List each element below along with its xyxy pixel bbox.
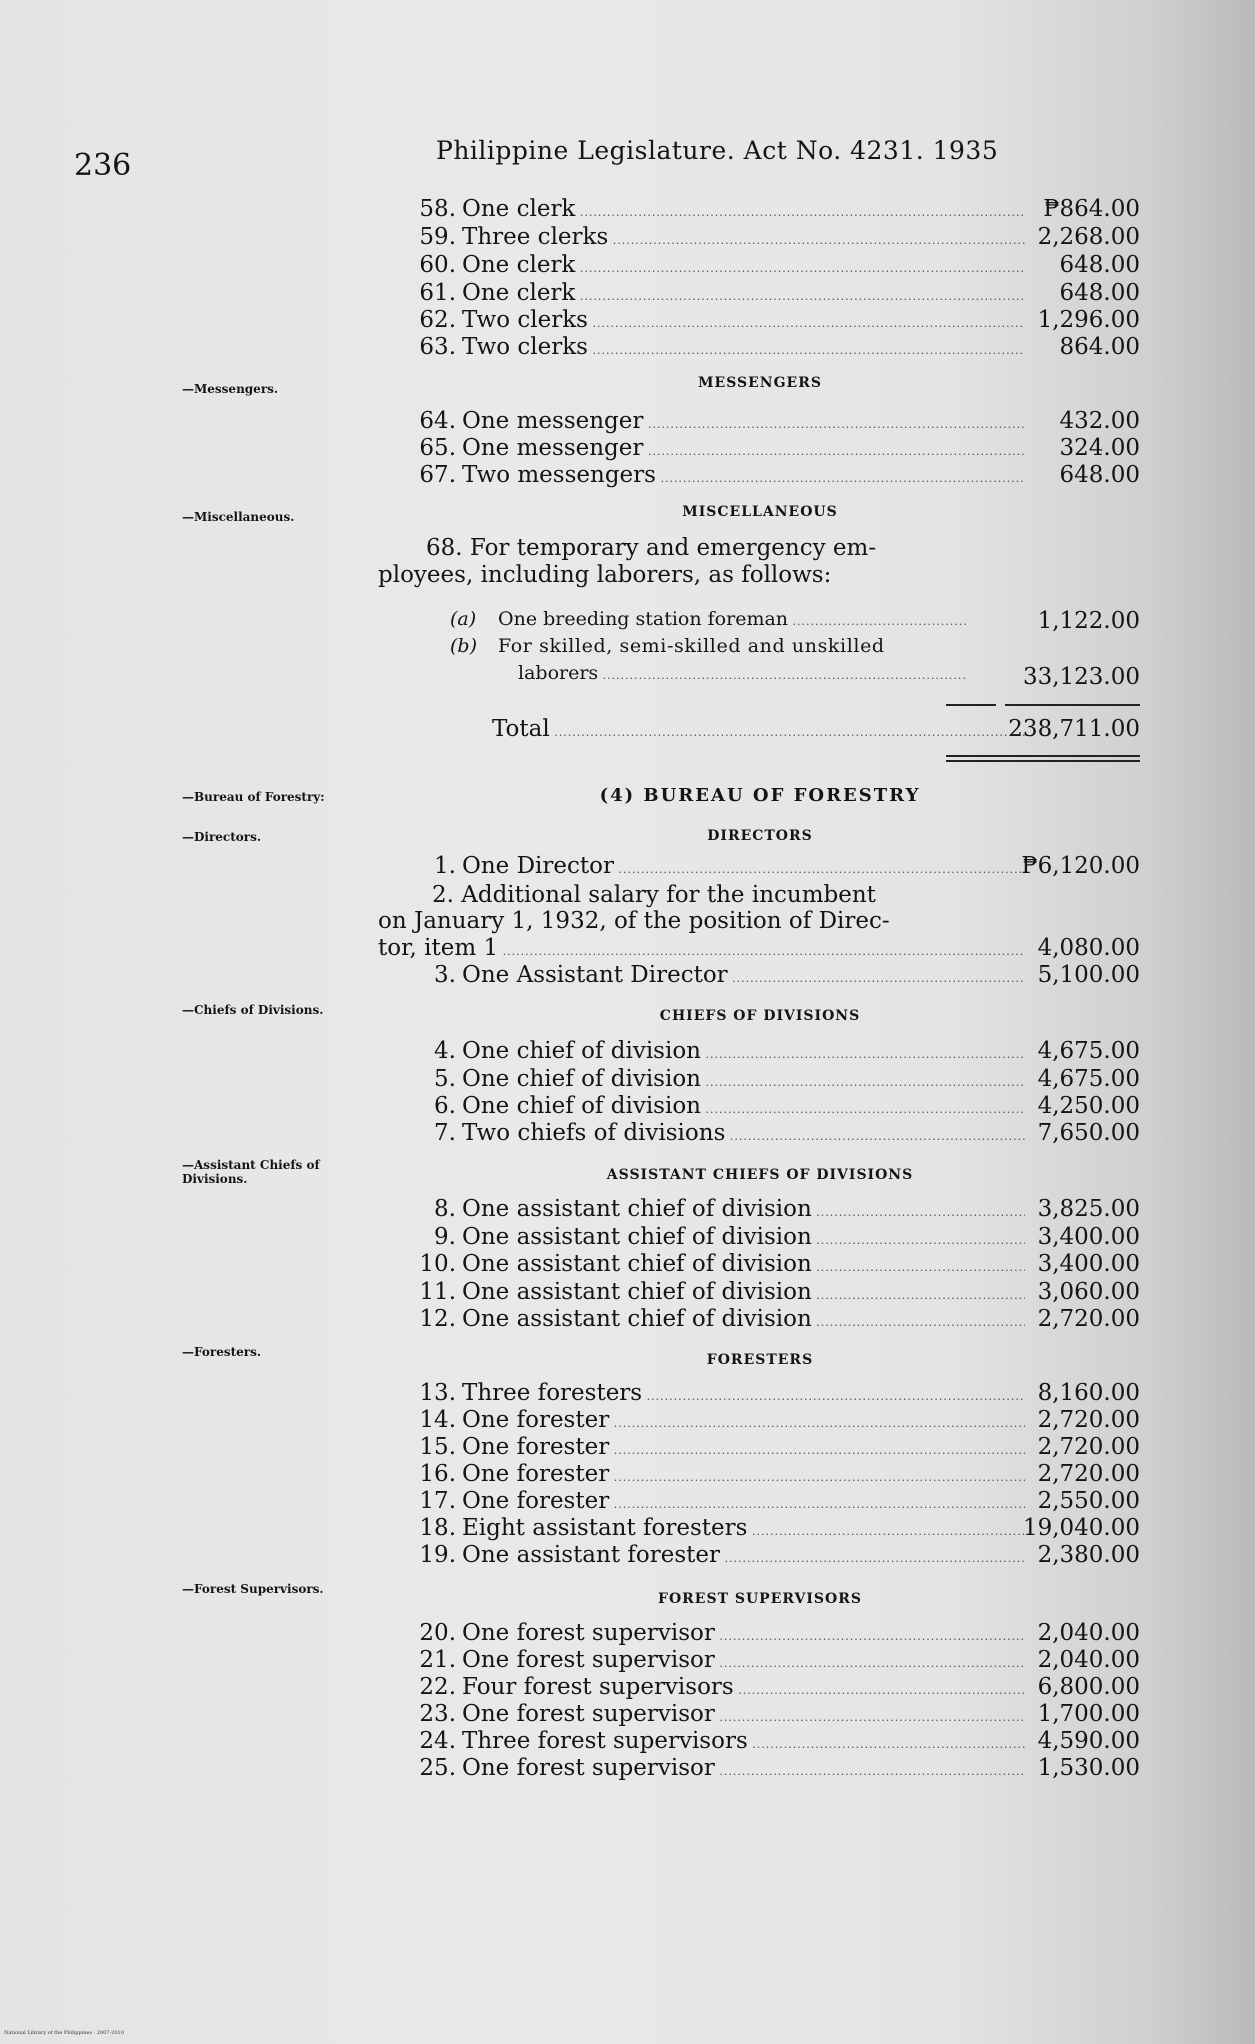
item-desc: One forester .....: [462, 1434, 1025, 1460]
line-item: [380, 408, 1140, 436]
line-item: [380, 1674, 1140, 1702]
item-desc: One forest supervisor .....: [462, 1620, 1025, 1646]
item-desc: One clerk .....: [462, 280, 1025, 306]
item-amount: 864.00: [1059, 334, 1140, 360]
item-desc: One assistant chief of division .....: [462, 1224, 1025, 1250]
line-item: [380, 1647, 1140, 1675]
item-number: 15.: [419, 1434, 456, 1460]
item-desc: Two chiefs of divisions .....: [462, 1120, 1025, 1146]
item-desc: One assistant chief of division .....: [462, 1196, 1025, 1222]
margin-note-chiefs: —Chiefs of Divisions.: [182, 1003, 324, 1017]
item-desc: Two clerks .....: [462, 307, 1025, 333]
item-desc: One messenger .....: [462, 408, 1025, 434]
item-amount: 4,675.00: [1037, 1038, 1140, 1064]
margin-note-messengers: —Messengers.: [182, 382, 279, 396]
total-label: Total .....: [492, 716, 1025, 742]
item-number: 8.: [434, 1196, 456, 1222]
item-amount: 2,720.00: [1037, 1306, 1140, 1332]
line-item: [380, 1251, 1140, 1279]
margin-note-foresters: —Foresters.: [182, 1345, 262, 1359]
item-number: 23.: [419, 1701, 456, 1727]
item-label: (a): [450, 608, 477, 630]
line-item: [380, 935, 1140, 963]
item-amount: 324.00: [1059, 435, 1140, 461]
line-item: [380, 1461, 1140, 1489]
item-number: 67.: [419, 462, 456, 488]
line-item: [380, 1515, 1140, 1543]
item-amount: 648.00: [1059, 462, 1140, 488]
line-item: [380, 307, 1140, 335]
line-item: [380, 196, 1140, 224]
item-amount: 2,040.00: [1037, 1620, 1140, 1646]
running-head: Philippine Legislature. Act No. 4231. 1935: [436, 136, 999, 165]
item-number: 65.: [419, 435, 456, 461]
line-item: [380, 1038, 1140, 1066]
item-number: 14.: [419, 1407, 456, 1433]
item-number: 20.: [419, 1620, 456, 1646]
item-desc: One forester .....: [462, 1461, 1025, 1487]
item-number: 24.: [419, 1728, 456, 1754]
item-desc: One Assistant Director .....: [462, 962, 1025, 988]
item-amount: 3,400.00: [1037, 1251, 1140, 1277]
item-amount: ₱6,120.00: [1021, 853, 1140, 879]
margin-note-miscellaneous: —Miscellaneous.: [182, 510, 295, 524]
item-amount: 432.00: [1059, 408, 1140, 434]
item-amount: 3,400.00: [1037, 1224, 1140, 1250]
item-amount: 2,720.00: [1037, 1407, 1140, 1433]
item-number: 16.: [419, 1461, 456, 1487]
item-desc: One assistant chief of division .....: [462, 1279, 1025, 1305]
item-number: 60.: [419, 252, 456, 278]
line-item: [380, 224, 1140, 252]
item-desc: Four forest supervisors .....: [462, 1674, 1025, 1700]
item-number: 4.: [434, 1038, 456, 1064]
line-item: [380, 1755, 1140, 1783]
item-amount: 3,060.00: [1037, 1279, 1140, 1305]
item-amount: 2,040.00: [1037, 1647, 1140, 1673]
item-amount: 3,825.00: [1037, 1196, 1140, 1222]
item-amount: ₱864.00: [1043, 196, 1140, 222]
item-number: 5.: [434, 1066, 456, 1092]
divider: [1005, 704, 1140, 706]
line-item: [380, 1066, 1140, 1094]
item-desc: One clerk .....: [462, 252, 1025, 278]
item-amount: 1,530.00: [1037, 1755, 1140, 1781]
line-item: [380, 1224, 1140, 1252]
margin-note-assistant-chiefs: —Assistant Chiefs of Divisions.: [182, 1158, 320, 1186]
item-amount: 5,100.00: [1037, 962, 1140, 988]
item-amount: 7,650.00: [1037, 1120, 1140, 1146]
item-number: 12.: [419, 1306, 456, 1332]
item-b-desc-line1: For skilled, semi-skilled and unskilled: [498, 635, 885, 657]
item-number: 58.: [419, 196, 456, 222]
item-desc: Three forest supervisors .....: [462, 1728, 1025, 1754]
item-number: 61.: [419, 280, 456, 306]
item-number: 11.: [419, 1279, 456, 1305]
item-desc: One chief of division .....: [462, 1093, 1025, 1119]
scan-credit: National Library of the Philippines · 2007-2010: [4, 2030, 124, 2036]
item-amount: 2,550.00: [1037, 1488, 1140, 1514]
item-2-line2: on January 1, 1932, of the position of Direc-: [378, 908, 890, 934]
item-desc: One forester .....: [462, 1488, 1025, 1514]
item-number: 25.: [419, 1755, 456, 1781]
item-amount: 2,268.00: [1037, 224, 1140, 250]
item-desc: Three foresters .....: [462, 1380, 1025, 1406]
item-number: 59.: [419, 224, 456, 250]
margin-note-directors: —Directors.: [182, 830, 262, 844]
item-amount: 2,720.00: [1037, 1434, 1140, 1460]
item-desc: tor, item 1 .....: [378, 935, 1025, 961]
item-desc: Eight assistant foresters .....: [462, 1515, 1025, 1541]
total-amount: 238,711.00: [1008, 716, 1140, 742]
item-amount: 1,296.00: [1037, 307, 1140, 333]
item-number: 18.: [419, 1515, 456, 1541]
line-item: [380, 1279, 1140, 1307]
section-heading-miscellaneous: MISCELLANEOUS: [682, 504, 838, 520]
line-item: [380, 252, 1140, 280]
item-number: 19.: [419, 1542, 456, 1568]
item-number: 62.: [419, 307, 456, 333]
item-desc: One breeding station foreman .....: [498, 608, 968, 630]
item-amount: 33,123.00: [1022, 664, 1140, 690]
item-amount: 19,040.00: [1022, 1515, 1140, 1541]
item-68-line2: ployees, including laborers, as follows:: [378, 562, 832, 588]
line-item: [380, 1196, 1140, 1224]
item-amount: 648.00: [1059, 252, 1140, 278]
item-number: 22.: [419, 1674, 456, 1700]
line-item: [380, 1306, 1140, 1334]
double-rule-top: [946, 755, 1140, 757]
line-item: [380, 1620, 1140, 1648]
item-number: 64.: [419, 408, 456, 434]
item-amount: 2,720.00: [1037, 1461, 1140, 1487]
item-amount: 1,122.00: [1037, 608, 1140, 634]
item-desc: One forest supervisor .....: [462, 1647, 1025, 1673]
line-item: [380, 1701, 1140, 1729]
item-amount: 1,700.00: [1037, 1701, 1140, 1727]
line-item: [380, 334, 1140, 362]
section-heading-assistant-chiefs: ASSISTANT CHIEFS OF DIVISIONS: [606, 1167, 914, 1183]
item-desc: One assistant chief of division .....: [462, 1251, 1025, 1277]
item-desc: One assistant chief of division .....: [462, 1306, 1025, 1332]
line-item-b: [450, 662, 1140, 690]
section-heading-chiefs: CHIEFS OF DIVISIONS: [659, 1008, 861, 1024]
item-desc: One assistant forester .....: [462, 1542, 1025, 1568]
page-number: 236: [74, 148, 132, 183]
line-item: [380, 1434, 1140, 1462]
item-number: 1.: [434, 853, 456, 879]
item-desc: Two clerks .....: [462, 334, 1025, 360]
item-number: 17.: [419, 1488, 456, 1514]
section-heading-forest-supervisors: FOREST SUPERVISORS: [658, 1591, 862, 1607]
item-desc: One messenger .....: [462, 435, 1025, 461]
line-item: [380, 435, 1140, 463]
item-desc: One clerk .....: [462, 196, 1025, 222]
line-item: [380, 1728, 1140, 1756]
line-item: [380, 1093, 1140, 1121]
item-number: 7.: [434, 1120, 456, 1146]
item-number: 13.: [419, 1380, 456, 1406]
item-amount: 4,080.00: [1037, 935, 1140, 961]
item-amount: 4,675.00: [1037, 1066, 1140, 1092]
item-amount: 6,800.00: [1037, 1674, 1140, 1700]
section-heading-foresters: FORESTERS: [706, 1352, 814, 1368]
margin-note-forest-supervisors: —Forest Supervisors.: [182, 1582, 324, 1596]
item-desc: Two messengers .....: [462, 462, 1025, 488]
item-amount: 648.00: [1059, 280, 1140, 306]
line-item-a: [450, 608, 1140, 636]
item-amount: 8,160.00: [1037, 1380, 1140, 1406]
item-68-line1: 68. For temporary and emergency em-: [426, 535, 877, 561]
item-2-line1: 2. Additional salary for the incumbent: [432, 882, 876, 908]
item-desc: One chief of division .....: [462, 1038, 1025, 1064]
line-item: [380, 280, 1140, 308]
double-rule-bottom: [946, 760, 1140, 762]
line-item: [380, 853, 1140, 881]
item-desc: One chief of division .....: [462, 1066, 1025, 1092]
item-number: 6.: [434, 1093, 456, 1119]
section-heading-bureau-of-forestry: (4) BUREAU OF FORESTRY: [599, 785, 921, 806]
item-desc: One forester .....: [462, 1407, 1025, 1433]
item-number: 3.: [434, 962, 456, 988]
item-amount: 4,590.00: [1037, 1728, 1140, 1754]
item-desc: laborers .....: [518, 662, 968, 684]
line-item: [380, 1380, 1140, 1408]
item-label-b: (b): [450, 635, 477, 657]
line-item: [380, 1120, 1140, 1148]
section-heading-directors: DIRECTORS: [707, 828, 813, 844]
line-item: [380, 462, 1140, 490]
line-item: [380, 1407, 1140, 1435]
margin-note-bureau-of-forestry: —Bureau of Forestry:: [182, 790, 325, 804]
item-number: 63.: [419, 334, 456, 360]
divider: [946, 704, 996, 706]
item-desc: One forest supervisor .....: [462, 1755, 1025, 1781]
item-amount: 4,250.00: [1037, 1093, 1140, 1119]
item-number: 10.: [419, 1251, 456, 1277]
line-item: [380, 1542, 1140, 1570]
item-desc: One forest supervisor .....: [462, 1701, 1025, 1727]
line-item: [380, 1488, 1140, 1516]
item-number: 21.: [419, 1647, 456, 1673]
section-heading-messengers: MESSENGERS: [698, 375, 822, 391]
item-desc: One Director .....: [462, 853, 1025, 879]
item-number: 9.: [434, 1224, 456, 1250]
item-amount: 2,380.00: [1037, 1542, 1140, 1568]
line-item: [380, 962, 1140, 990]
total-row: [380, 716, 1140, 744]
item-desc: Three clerks .....: [462, 224, 1025, 250]
